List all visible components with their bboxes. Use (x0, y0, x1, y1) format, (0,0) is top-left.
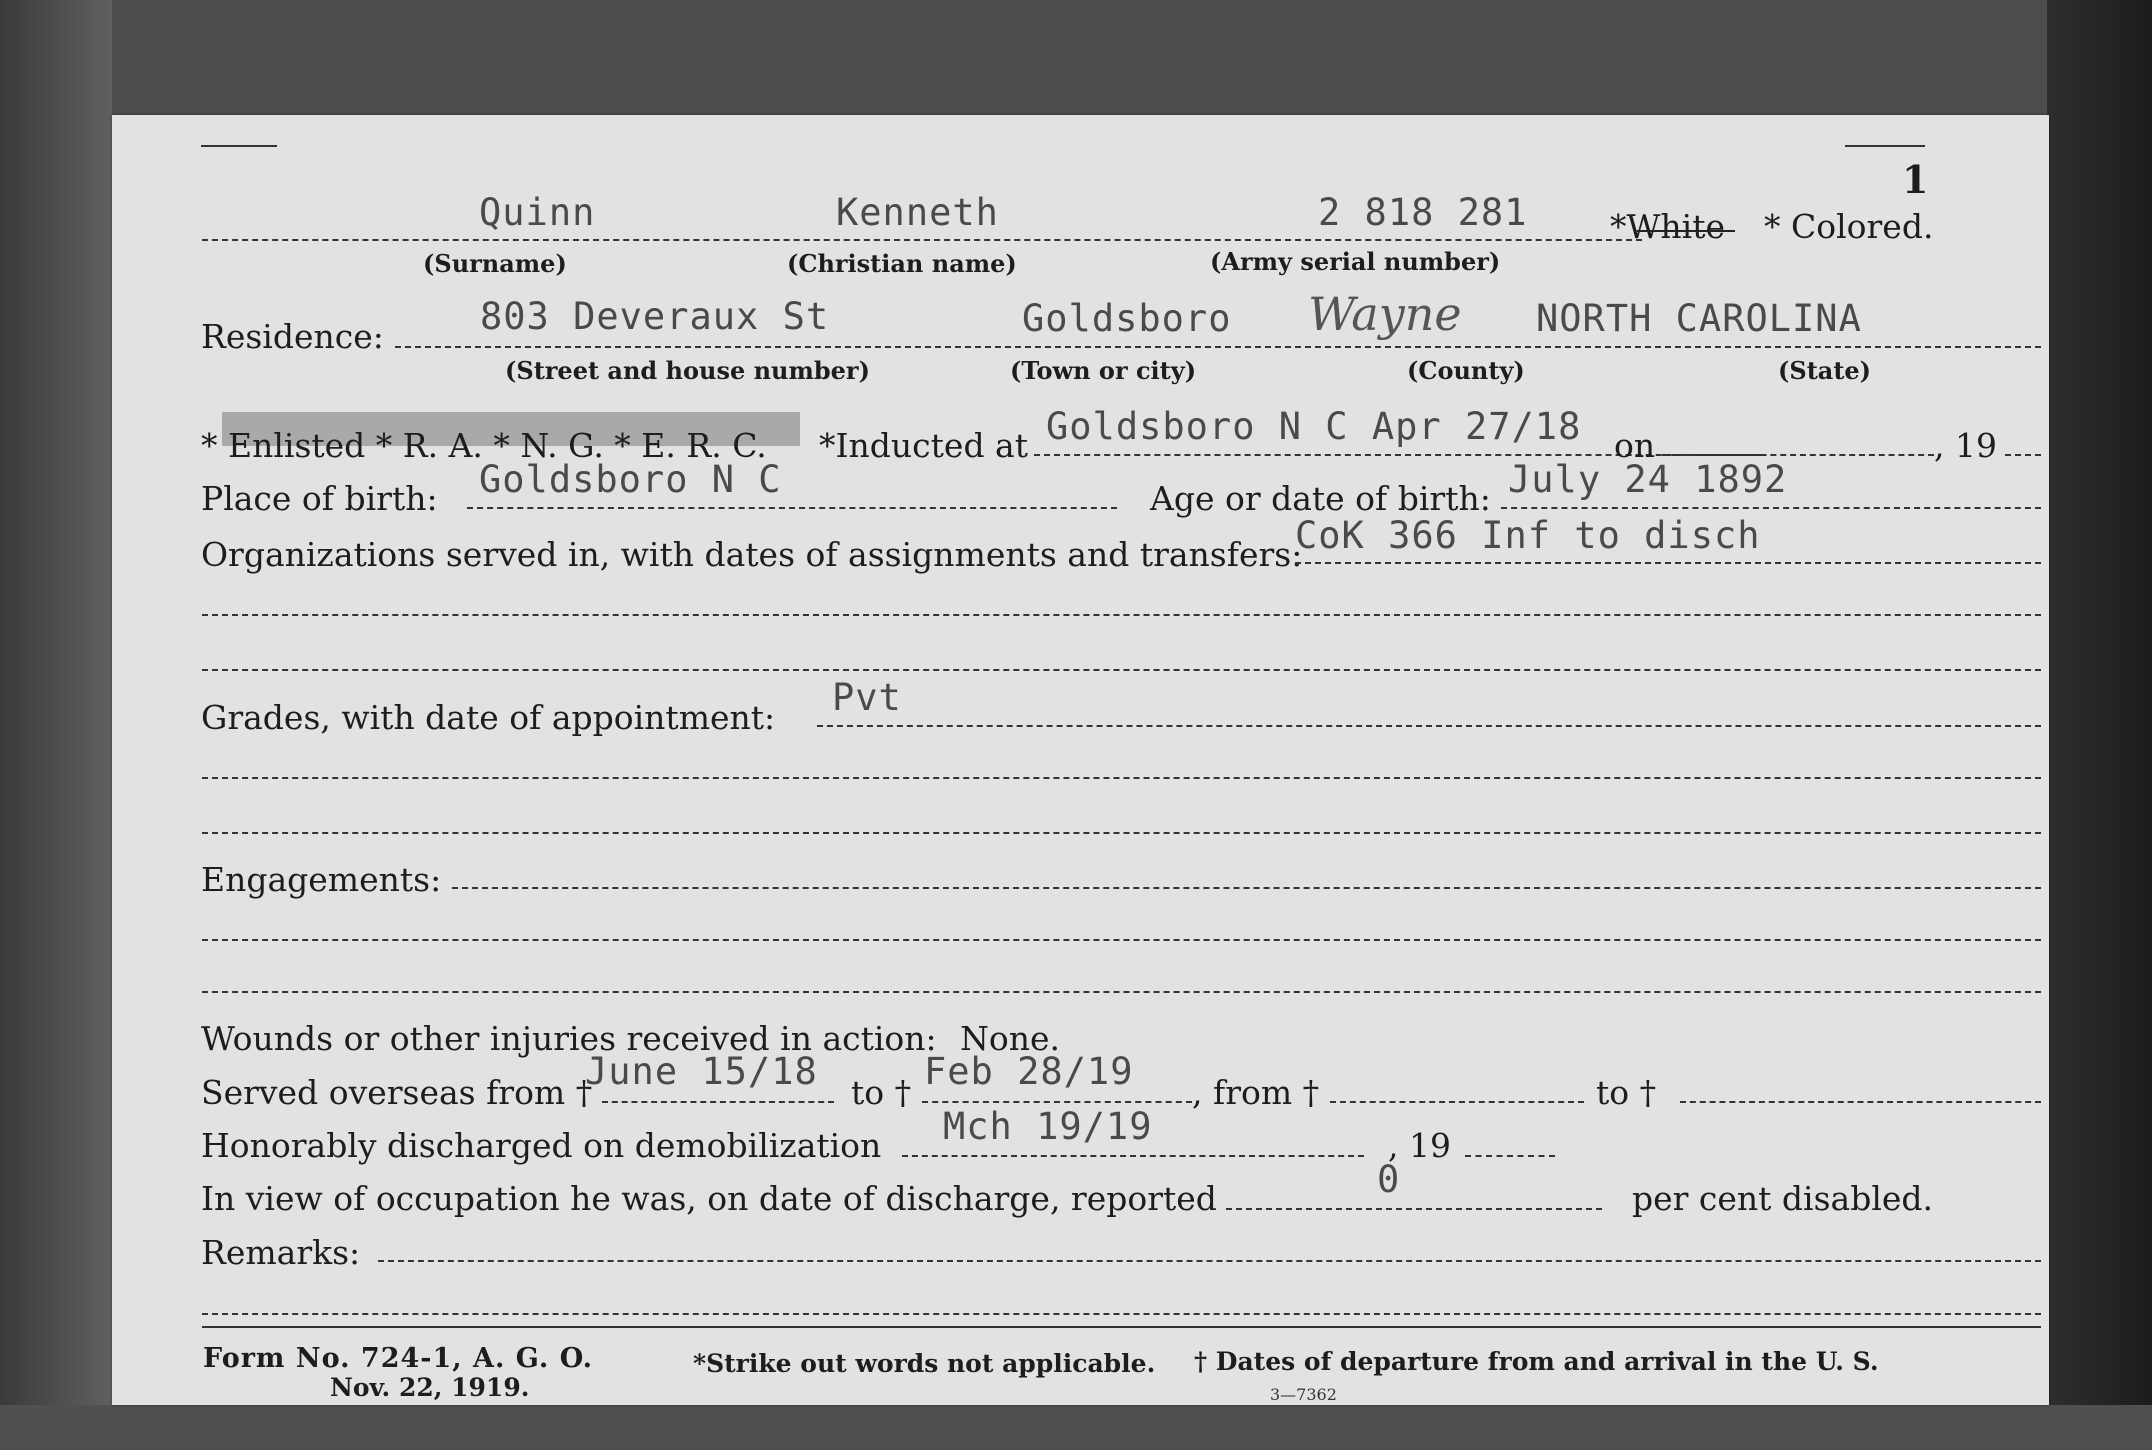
footer-rule (202, 1326, 2041, 1328)
top-left-rule (201, 145, 277, 147)
christian-name-caption: (Christian name) (787, 249, 1017, 278)
overseas-to2-label: to † (1596, 1073, 1657, 1112)
residence-label: Residence: (201, 317, 384, 356)
form-number: Form No. 724-1, A. G. O. (203, 1343, 594, 1374)
surname-caption: (Surname) (423, 249, 567, 278)
state-caption: (State) (1778, 356, 1872, 385)
form-date: Nov. 22, 1919. (330, 1373, 530, 1402)
race-white-label: *White (1610, 207, 1726, 246)
organizations-line-2 (202, 614, 2041, 616)
discharge-label: Honorably discharged on demobilization (201, 1126, 882, 1165)
overseas-from2-label: , from † (1192, 1073, 1320, 1112)
engagements-line-1 (452, 887, 2041, 889)
inducted-year-line (2005, 454, 2041, 456)
enlistment-options: * Enlisted * R. A. * N. G. * E. R. C. (201, 426, 767, 465)
residence-line (395, 346, 2041, 348)
on-date-line (1662, 454, 1934, 456)
scanner-background-bottom (0, 1405, 2152, 1450)
place-of-birth-value: Goldsboro N C (479, 458, 782, 501)
overseas-from-value: June 15/18 (585, 1050, 818, 1093)
discharge-line (902, 1155, 1364, 1157)
engagements-label: Engagements: (201, 860, 442, 899)
grades-line-3 (202, 832, 2041, 834)
town-caption: (Town or city) (1010, 356, 1197, 385)
age-line (1501, 507, 2041, 509)
strike-out-note: *Strike out words not applicable. (693, 1349, 1156, 1378)
serial-number-caption: (Army serial number) (1210, 247, 1501, 276)
engagements-line-2 (202, 939, 2041, 941)
overseas-from2-line (1330, 1101, 1584, 1103)
grades-label: Grades, with date of appointment: (201, 698, 776, 737)
disability-label: In view of occupation he was, on date of discharge, reported (201, 1179, 1217, 1218)
overseas-to-line (922, 1101, 1192, 1103)
scanner-background-top (0, 0, 2152, 115)
place-of-birth-label: Place of birth: (201, 479, 438, 518)
surname-value: Quinn (479, 191, 596, 234)
street-caption: (Street and house number) (505, 356, 870, 385)
dates-note: † Dates of departure from and arrival in the U. S. (1194, 1347, 1879, 1376)
disability-value: 0 (1377, 1158, 1401, 1201)
name-line (202, 239, 1642, 241)
grades-line-2 (202, 777, 2041, 779)
serial-number-value: 2 818 281 (1318, 191, 1528, 234)
overseas-to-label: to † (851, 1073, 912, 1112)
grades-value: Pvt (832, 676, 902, 719)
scanner-background-right (2047, 0, 2152, 1450)
county-caption: (County) (1407, 356, 1525, 385)
remarks-label: Remarks: (201, 1233, 361, 1272)
organizations-value: CoK 366 Inf to disch (1295, 514, 1761, 557)
age-value: July 24 1892 (1508, 458, 1788, 501)
wounds-label: Wounds or other injuries received in action: (201, 1019, 937, 1058)
card-number: 1 (1902, 157, 1929, 202)
inducted-year-suffix: , 19 (1934, 426, 1997, 465)
disability-suffix: per cent disabled. (1632, 1179, 1934, 1218)
discharge-year-suffix: , 19 (1388, 1126, 1451, 1165)
residence-state-value: NORTH CAROLINA (1536, 297, 1862, 340)
grades-line-1 (817, 725, 2041, 727)
engagements-line-3 (202, 991, 2041, 993)
wounds-value: None. (960, 1019, 1061, 1058)
served-overseas-label: Served overseas from † (201, 1073, 593, 1112)
inducted-label: *Inducted at (819, 426, 1028, 465)
inducted-value: Goldsboro N C Apr 27/18 (1046, 405, 1582, 448)
overseas-to-value: Feb 28/19 (924, 1050, 1134, 1093)
remarks-line-2 (202, 1313, 2041, 1315)
christian-name-value: Kenneth (836, 191, 999, 234)
race-colored-label: * Colored. (1764, 207, 1934, 246)
race-white-strikeout (1637, 230, 1735, 232)
service-record-card (112, 115, 2049, 1405)
discharge-value: Mch 19/19 (943, 1105, 1153, 1148)
age-label: Age or date of birth: (1150, 479, 1491, 518)
discharge-year-line (1465, 1155, 1555, 1157)
overseas-to2-line (1680, 1101, 2041, 1103)
on-label: on (1614, 426, 1656, 465)
place-of-birth-line (467, 507, 1117, 509)
residence-street-value: 803 Deveraux St (480, 295, 830, 338)
top-right-rule (1845, 145, 1925, 147)
residence-county-value: Wayne (1308, 287, 1462, 341)
organizations-line-1 (1295, 562, 2041, 564)
overseas-from-line (602, 1101, 834, 1103)
print-code: 3—7362 (1270, 1385, 1337, 1404)
scanner-background-left (0, 0, 112, 1450)
remarks-line-1 (378, 1260, 2041, 1262)
organizations-line-3 (202, 669, 2041, 671)
organizations-label: Organizations served in, with dates of assignments and transfers: (201, 535, 1303, 574)
disability-line (1226, 1208, 1602, 1210)
residence-town-value: Goldsboro (1022, 297, 1232, 340)
